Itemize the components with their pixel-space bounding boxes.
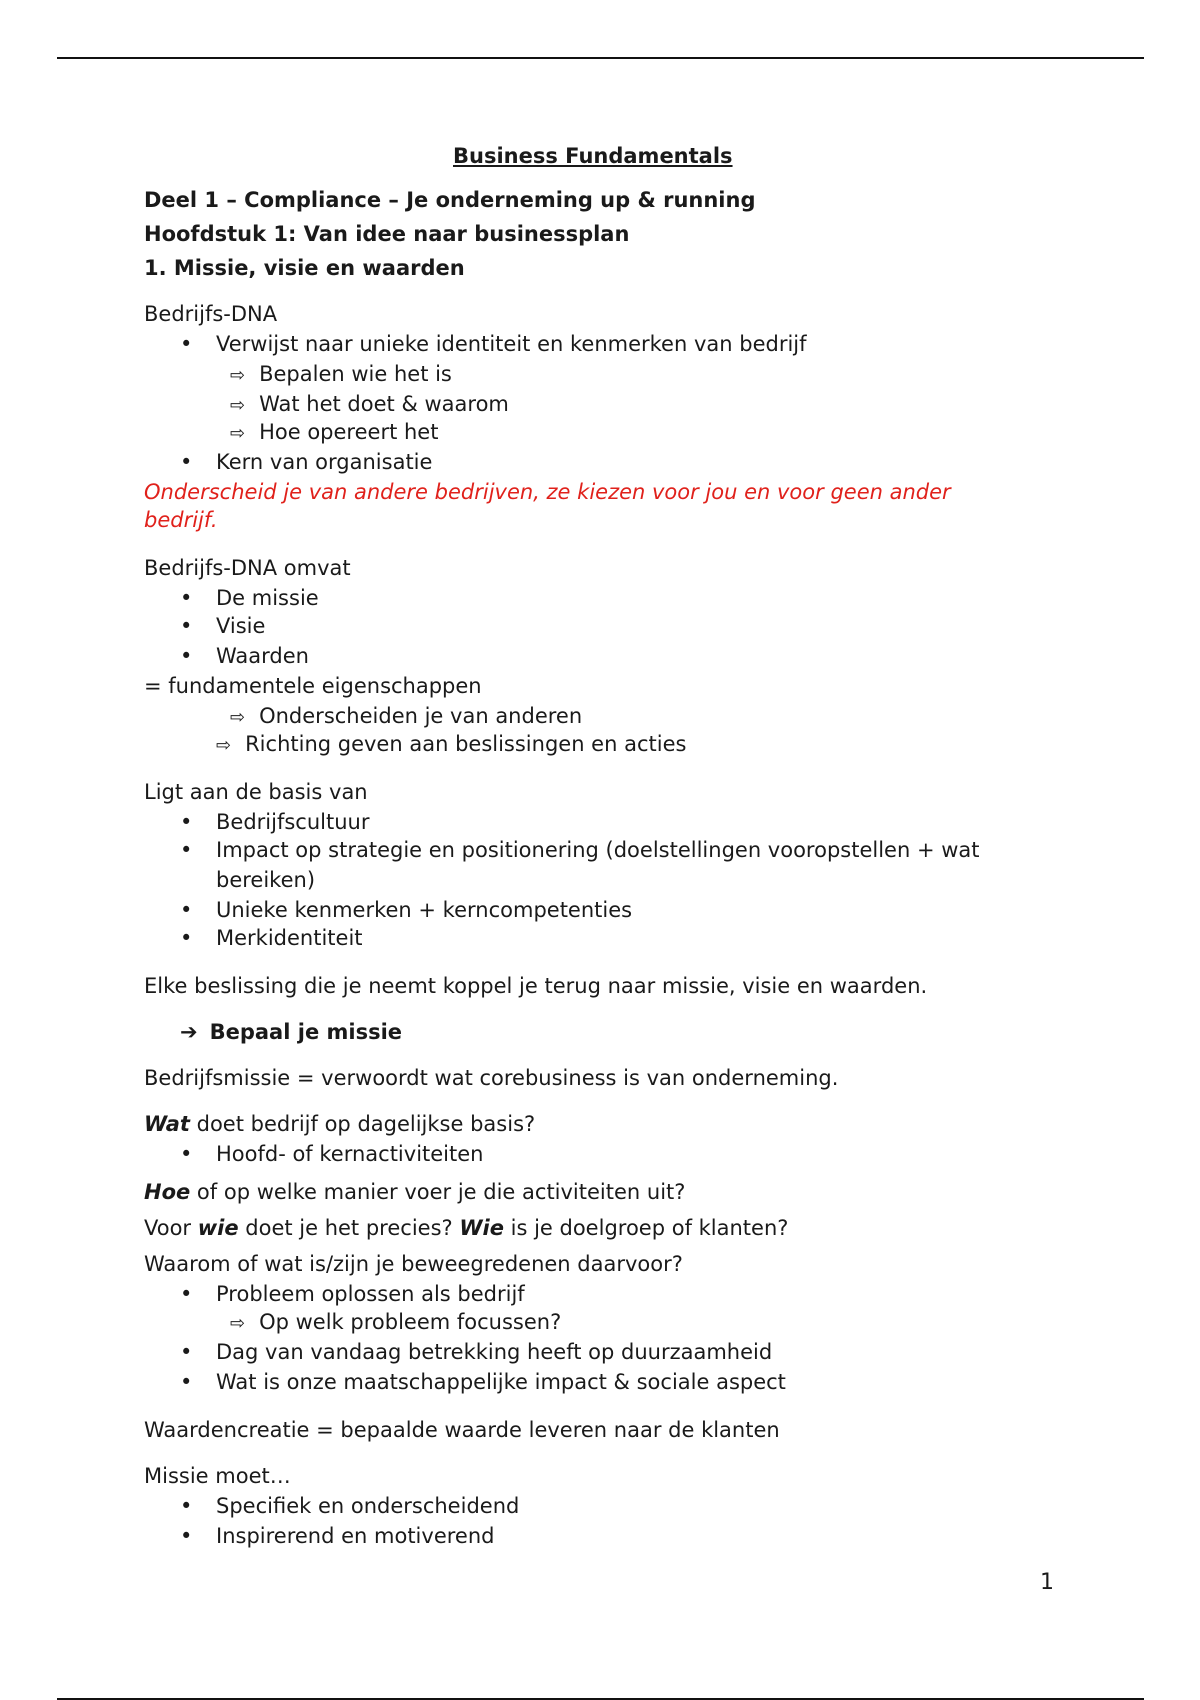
- outline-arrow-icon: ⇨: [230, 423, 246, 444]
- outline-arrow-icon: ⇨: [230, 1313, 246, 1334]
- question-line: Voor wie doet je het precies? Wie is je doelgroep of klanten?: [144, 1216, 789, 1240]
- bullet-icon: •: [180, 1142, 193, 1166]
- header-rule: [57, 57, 1144, 59]
- definition-line: Bedrijfsmissie = verwoordt wat corebusiness is van onderneming.: [144, 1066, 839, 1090]
- omvat-heading: Bedrijfs-DNA omvat: [144, 556, 351, 580]
- bullet-icon: •: [180, 1494, 193, 1518]
- bullet-icon: •: [180, 332, 193, 356]
- outline-arrow-icon: ⇨: [216, 735, 232, 756]
- outline-arrow-icon: ⇨: [230, 365, 246, 386]
- bullet-icon: •: [180, 1340, 193, 1364]
- question-line: Wat doet bedrijf op dagelijkse basis?: [144, 1112, 536, 1136]
- sub-item: ⇨ Richting geven aan beslissingen en acties: [216, 730, 686, 760]
- part-heading: Deel 1 – Compliance – Je onderneming up & running: [144, 188, 756, 212]
- definition-line: = fundamentele eigenschappen: [144, 674, 482, 698]
- bullet-icon: •: [180, 614, 193, 638]
- bullet-icon: •: [180, 1370, 193, 1394]
- document-title: Business Fundamentals: [453, 144, 733, 168]
- question-line: Waarom of wat is/zijn je beweegredenen daarvoor?: [144, 1252, 683, 1276]
- bullet-icon: •: [180, 586, 193, 610]
- list-item-cont: bereiken): [216, 868, 316, 892]
- sub-item: ⇨ Onderscheiden je van anderen: [230, 702, 582, 732]
- statement: Elke beslissing die je neemt koppel je terug naar missie, visie en waarden.: [144, 974, 928, 998]
- highlight-note: Onderscheid je van andere bedrijven, ze kiezen voor jou en voor geen ander: [144, 480, 951, 504]
- bullet-icon: •: [180, 810, 193, 834]
- sub-item: ⇨ Wat het doet & waarom: [230, 390, 509, 420]
- sub-item: ⇨ Bepalen wie het is: [230, 360, 452, 390]
- highlight-note-cont: bedrijf.: [144, 508, 218, 532]
- section-heading: 1. Missie, visie en waarden: [144, 256, 465, 280]
- bullet-icon: •: [180, 838, 193, 862]
- missie-moet-heading: Missie moet…: [144, 1464, 291, 1488]
- definition-line: Waardencreatie = bepaalde waarde leveren naar de klanten: [144, 1418, 780, 1442]
- bullet-icon: •: [180, 450, 193, 474]
- bullet-icon: •: [180, 1524, 193, 1548]
- sub-item: ⇨ Hoe opereert het: [230, 418, 438, 448]
- chapter-heading: Hoofdstuk 1: Van idee naar businessplan: [144, 222, 630, 246]
- page-number: 1: [1040, 1570, 1054, 1595]
- dna-heading: Bedrijfs-DNA: [144, 302, 278, 326]
- bullet-icon: •: [180, 926, 193, 950]
- outline-arrow-icon: ⇨: [230, 707, 246, 728]
- bullet-icon: •: [180, 1282, 193, 1306]
- sub-item: ⇨ Op welk probleem focussen?: [230, 1308, 561, 1338]
- basis-heading: Ligt aan de basis van: [144, 780, 368, 804]
- arrow-right-icon: ➔: [180, 1020, 198, 1044]
- outline-arrow-icon: ⇨: [230, 395, 246, 416]
- question-line: Hoe of op welke manier voer je die activiteiten uit?: [144, 1180, 686, 1204]
- bullet-icon: •: [180, 898, 193, 922]
- bullet-icon: •: [180, 644, 193, 668]
- subsection-heading: ➔ Bepaal je missie: [180, 1020, 403, 1044]
